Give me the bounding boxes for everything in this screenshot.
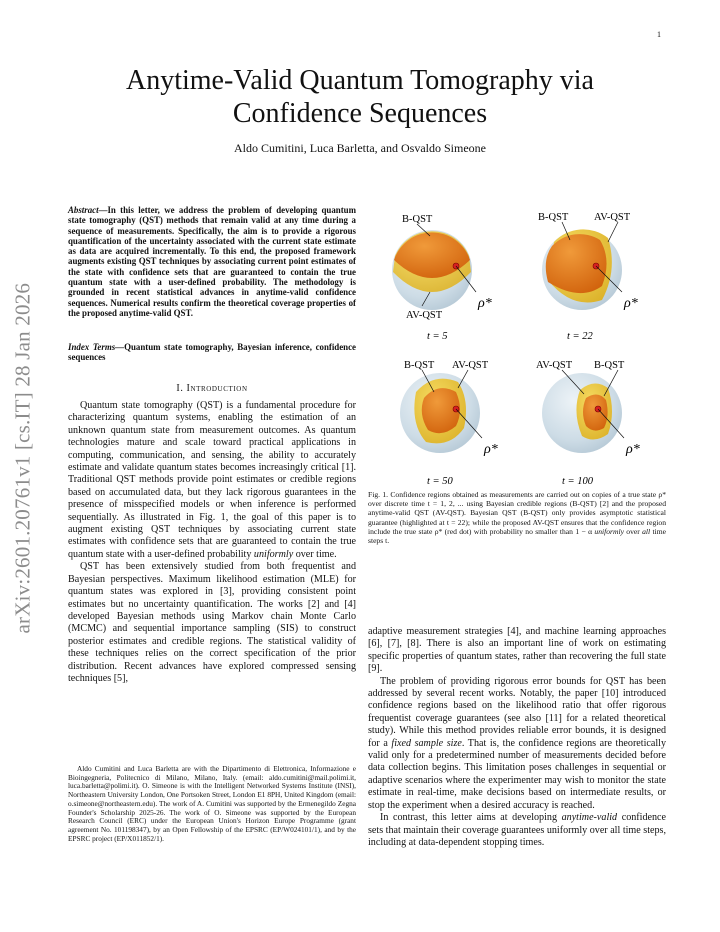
abstract [68,205,356,318]
page-number: 1 [657,30,661,39]
confidence-region-illustration [372,200,672,485]
label-b-qst: B-QST [538,212,569,223]
paragraph-text: The problem of providing rigorous error bounds for QST has been addressed by several recent works. Notably, the paper [10] introduced confidence regions based on the likelihood ratio that offer rigorous frequentist coverage guarantees (see also [11] for a related theoretical study). While this method provides reliable error bounds, it is designed for a [368,675,666,749]
figure-1-caption [368,490,666,545]
paragraph-text: over time. [293,548,337,560]
right-column-body [368,626,666,849]
rho-label: ρ* [624,296,638,311]
label-av-qst: AV-QST [594,212,631,223]
emphasis-text: all [642,526,651,536]
figure-1 [372,200,672,485]
col2-paragraph-1: adaptive measurement strategies [4], and machine learning approaches [6], [7], [8]. There is also an important line of work on estimating specific properties of quantum states, rather than recovering the full state [9]. [368,626,666,675]
emphasis-text: fixed sample size [391,737,462,749]
rho-label: ρ* [484,442,498,457]
panel-t50 [400,360,498,485]
paragraph-text: Quantum state tomography (QST) is a fundamental procedure for characterizing quantum systems, enabling the estimation of an unknown quantum state from measurement outcomes. As quantum technologies mature and scale toward practical applications in computing, communication, and sensing, the ability to accurately estimate and validate quantum states becomes increasingly critical [1]. Traditional QST methods provide point estimates or credible regions based on accumulated data, but they lack rigorous guarantees in the presence of misspecified models or when inference is performed sequentially. As illustrated in Fig. 1, the goal of this paper is to augment existing QST techniques by associating current state estimates with confidence sets that are guaranteed to contain the true quantum state with a user-defined probability [68,400,356,560]
panel-t22 [538,212,638,342]
time-label: t = 22 [567,331,593,342]
index-terms-label: Index Terms— [68,342,125,352]
label-av-qst: AV-QST [536,360,573,371]
intro-paragraph-1 [68,400,356,561]
time-label: t = 100 [562,476,594,485]
emphasis-text: uniformly [594,526,624,536]
label-b-qst: B-QST [402,214,433,225]
section-heading-introduction: I. Introduction [176,383,248,394]
label-av-qst: AV-QST [452,360,489,371]
col2-paragraph-3 [368,812,666,849]
b-qst-region [583,394,608,430]
paper-title: Anytime-Valid Quantum Tomography via Confidence Sequences [125,65,594,129]
index-terms-text: Quantum state tomography, Bayesian inference, confidence sequences [68,342,356,363]
time-label: t = 50 [427,476,453,485]
pointer-line [608,222,618,242]
panel-t100 [536,360,640,485]
abstract-text: In this letter, we address the problem of developing quantum state tomography (QST) methods that remain valid at any time during a sequence of measurements. Specifically, the aim is to provide a rigorous quantification of the uncertainty associated with the current state estimate as data are acquired incrementally. To this end, the proposed framework augments existing QST techniques by associating current point estimates of the state with confidence sets that are guaranteed to contain the true quantum state with a user-defined probability. The methodology is grounded in recent statistical advances in anytime-valid confidence sequences. Numerical results confirm the theoretical coverage properties of the proposed anytime-valid QST. [68,205,356,318]
left-column-body [68,400,356,685]
panel-t5 [392,214,492,342]
author-list: Aldo Cumitini, Luca Barletta, and Osvaldo Simeone [234,141,486,155]
paragraph-text: confidence sets that maintain their coverage guarantees uniformly over all time steps, including at data-dependent stopping times. [368,812,666,848]
abstract-label: Abstract— [68,205,108,215]
emphasis-text: uniformly [253,548,294,560]
rho-label: ρ* [478,296,492,311]
label-b-qst: B-QST [404,360,435,371]
caption-text: over [623,526,643,536]
rho-label: ρ* [626,442,640,457]
caption-text: Fig. 1. Confidence regions obtained as measurements are carried out on copies of a true state ρ* over discrete time t = 1, 2, ... using Bayesian credible regions (B-QST) [2] and the proposed anytime-valid QST (AV-QST). Bayesian QST (B-QST) only provides asymptotic statistical guarantee (highlighted at t = 22); while the proposed AV-QST ensures that the confidence region include the true state ρ* (red dot) with probability no smaller than 1 − α [368,490,666,536]
time-label: t = 5 [427,331,448,342]
caption-text: time steps t. [368,526,666,546]
col2-paragraph-2 [368,676,666,812]
label-av-qst: AV-QST [406,310,443,321]
arxiv-identifier[interactable]: arXiv:2601.20761v1 [cs.IT] 28 Jan 2026 [10,282,35,634]
paragraph-text: In contrast, this letter aims at developing [380,812,562,824]
label-b-qst: B-QST [594,360,625,371]
footnote-text: Aldo Cumitini and Luca Barletta are with the Dipartimento di Elettronica, Informazione e Bioingegneria, Politecnico di Milano, Milano, Italy. (email: aldo.cumitini@mail.polimi.it, luca.barletta@polimi.it). O. Simeone is with the Intelligent Networked Systems Institute (INSI), Northeastern University London, One Portsoken Street, London E1 8PH, United Kingdom (email: o.simeone@northeastern.edu). The work of A. Cumitini was supported by the Ermenegildo Zegna Founder's Scholarship 2025-26. The work of O. Simeone was supported by the European Research Council (ERC) under the European Union's Horizon Europe Programme (grant agreement No. 101198347), by an Open Fellowship of the EPSRC (EP/W024101/1), and by the EPSRC project (EP/X011852/1). [68,764,356,843]
index-terms [68,342,356,363]
emphasis-text: anytime-valid [561,812,618,824]
paragraph-text: . That is, the confidence regions are theoretically valid only for a predetermined number of measurements decided before data collection begins. This limitation poses challenges in sequential or adaptive scenarios where the experimenter may wish to monitor the state estimate in real-time, make decisions based on intermediate results, or stop the experiment when a desired accuracy is reached. [368,737,667,811]
author-footnote [68,765,356,843]
intro-paragraph-2: QST has been extensively studied from both frequentist and Bayesian perspectives. Maximum likelihood estimation (MLE) for quantum states was explored in [3], providing consistent point estimates but no uncertainty quantification. The works [2] and [4] developed Bayesian methods using Markov chain Monte Carlo (MCMC) and sequential importance sampling (SIS) to construct posterior estimates and credible regions. The statistical validity of these techniques relies on the correct specification of the prior distribution. Recent advances have explored compressed sensing techniques [5], [68,561,356,684]
